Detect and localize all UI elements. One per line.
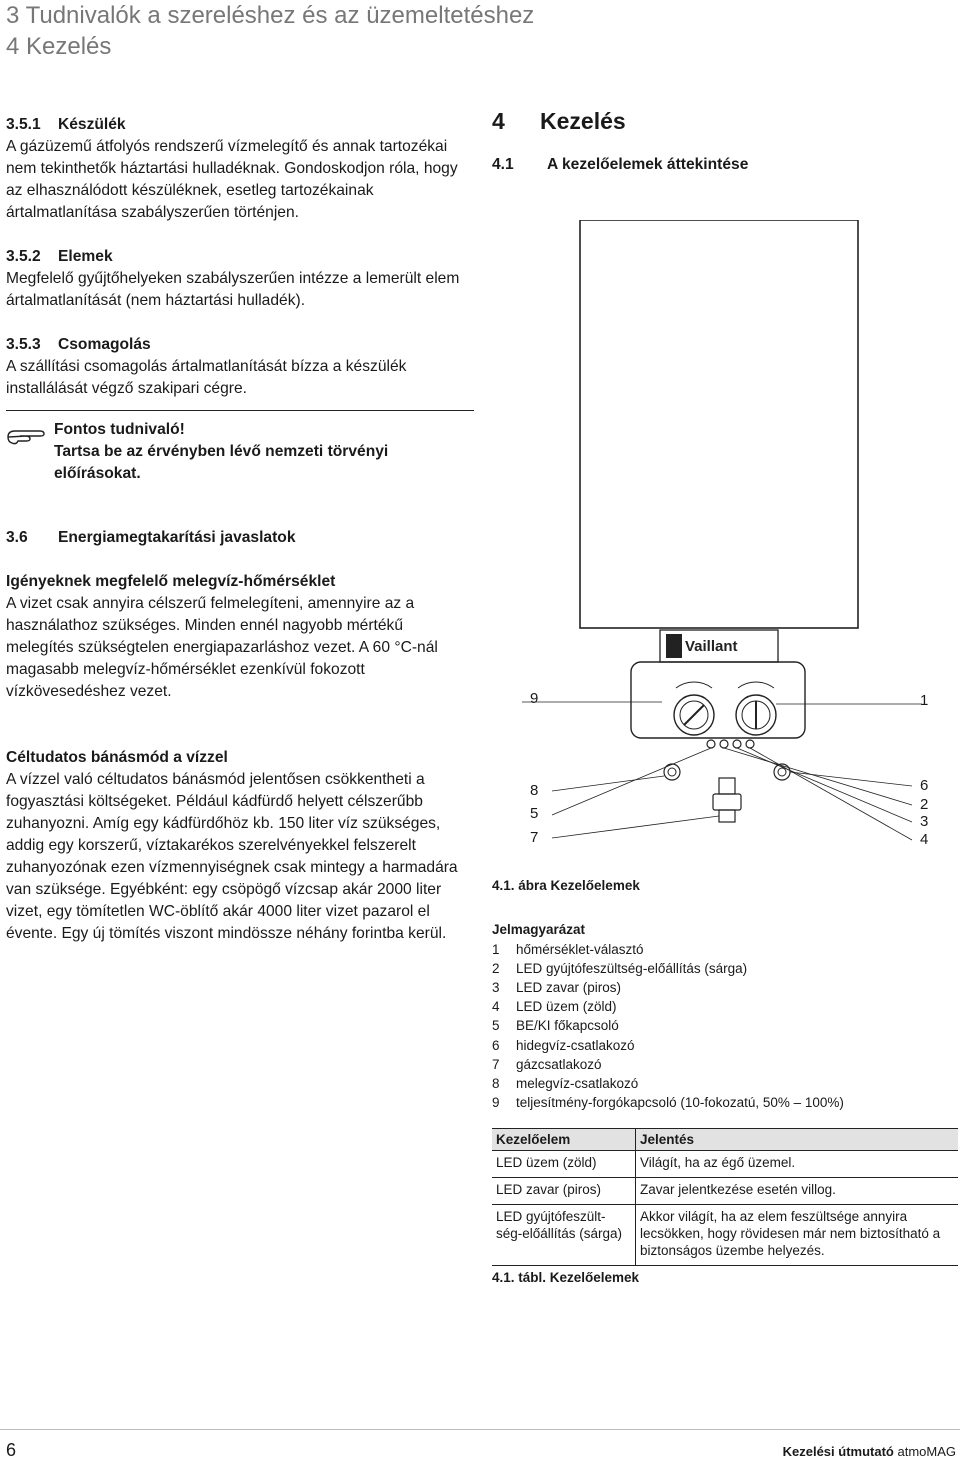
callout-line-2: [724, 748, 912, 805]
device-figure: [492, 220, 960, 860]
main-switch-button: [707, 740, 715, 748]
subsection-title: Céltudatos bánásmód a vízzel: [6, 749, 228, 766]
important-notice: [6, 410, 474, 485]
legend: [492, 920, 952, 1112]
callout-7: 7: [530, 829, 539, 846]
model-name: atmoMAG: [897, 1444, 956, 1459]
section-3-6: [6, 527, 474, 549]
section-3-5-1: [6, 114, 474, 224]
legend-item: 2 LED gyújtófeszültség-előállítás (sárga): [492, 961, 748, 977]
chapter-title: Kezelés: [540, 108, 626, 134]
chapter-number: 4: [492, 108, 505, 134]
table-cell: Akkor világít, ha az elem feszültsége annyira lecsökken, hogy rövidesen már nem biztosítható a biztonságos üzembe helyezés.: [636, 1205, 959, 1266]
section-title: Készülék: [58, 116, 126, 133]
table-cell: LED zavar (piros): [492, 1178, 636, 1205]
brand-text: Vaillant: [685, 638, 738, 655]
legend-item: 1 hőmérséklet-választó: [492, 942, 644, 958]
manual-title: Kezelési útmutató: [782, 1444, 894, 1459]
footer-divider: [0, 1429, 960, 1430]
subsection-hot-water: [6, 571, 474, 703]
table-cell: Zavar jelentkezése esetén villog.: [636, 1178, 959, 1205]
section-3-5-2: [6, 246, 474, 312]
legend-item: 6 hidegvíz-csatlakozó: [492, 1037, 635, 1053]
section-number: 3.5.3: [6, 336, 41, 353]
pointing-hand-icon: [6, 423, 46, 447]
subchapter-number: 4.1: [492, 156, 514, 173]
callout-6: 6: [920, 777, 929, 794]
subsection-water-use: [6, 747, 474, 945]
led-ignition: [720, 740, 728, 748]
callout-line-6: [790, 772, 912, 786]
section-number: 3.5.1: [6, 116, 41, 133]
callout-line-3: [737, 748, 912, 822]
section-body: A gázüzemű átfolyós rendszerű vízmelegítő és annak tartozékai nem tekinthetők háztartási hulladéknak. Gondoskodjon róla, hogy az elhasználódott készüléknek, esetleg tartozékainak ártalmatlanítása szabályszerűen történjen.: [6, 138, 458, 221]
table-row: [492, 1151, 958, 1178]
callout-2: 2: [920, 796, 929, 813]
callout-line-5: [552, 748, 711, 815]
section-number: 3.5.2: [6, 248, 41, 265]
section-title: Csomagolás: [58, 336, 151, 353]
subsection-body: A vízzel való céltudatos bánásmód jelentősen csökkentheti a fogyasztási költségeket. Például kádfürdő helyett célszerűbb zuhanyozni. Amíg egy kádfürdőhöz kb. 150 liter víz szükséges, addig egy korszerű, víztakarékos szerelvényekkel felszerelt zuhanyozónak ezen vízmennyiségnek csak mintegy a harmadára van szüksége. Egyébként: egy csöpögő vízcsap akár 2000 liter vizet, egy tömítetlen WC-öblítő akár 4000 liter vizet pazarol el évente. Egy új tömítés viszont mindössze néhány forintba kerül.: [6, 771, 458, 942]
device-casing: [580, 220, 858, 628]
section-body: Megfelelő gyűjtőhelyeken szabályszerűen intézze a lemerült elem ártalmatlanítását (nem háztartási hulladék).: [6, 270, 460, 309]
legend-item: 7 gázcsatlakozó: [492, 1056, 602, 1072]
callout-5: 5: [530, 805, 539, 822]
table-caption: 4.1. tábl. Kezelőelemek: [492, 1270, 640, 1285]
section-number: 3.6: [6, 529, 28, 546]
section-3-5-3: [6, 334, 474, 400]
table-row: [492, 1205, 958, 1266]
callout-3: 3: [920, 813, 929, 830]
table-cell: Világít, ha az égő üzemel.: [636, 1151, 959, 1178]
figure-caption: 4.1. ábra Kezelőelemek: [492, 878, 640, 893]
right-column-headings: [492, 106, 960, 174]
subsection-body: A vizet csak annyira célszerű felmelegíteni, amennyire az a használathoz szükséges. Minden ennél nagyobb mértékű melegítés szükségtelen energiapazarláshoz vezet. A 60 °C-nál magasabb melegvíz-hőmérséklet ezenkívül fokozott vízkövesedéshez vezet.: [6, 595, 438, 700]
chapter-heading: [492, 106, 960, 136]
subsection-title: Igényeknek megfelelő melegvíz-hőmérséklet: [6, 573, 336, 590]
section-title: Elemek: [58, 248, 113, 265]
table-header: Kezelőelem: [492, 1129, 636, 1151]
header-line-chapter3: 3 Tudnivalók a szereléshez és az üzemeltetéshez: [6, 2, 535, 29]
table-cell: LED üzem (zöld): [492, 1151, 636, 1178]
subchapter-title: A kezelőelemek áttekintése: [547, 156, 749, 173]
header-line-chapter4: 4 Kezelés: [6, 33, 112, 60]
controls-table: [492, 1128, 958, 1266]
footer-title: [783, 1444, 956, 1459]
callout-4: 4: [920, 831, 929, 848]
control-panel: [631, 662, 805, 738]
legend-title: Jelmagyarázat: [492, 922, 586, 937]
callout-9: 9: [530, 690, 539, 707]
callout-line-7: [552, 816, 719, 838]
vaillant-logo-icon: [666, 634, 682, 658]
callout-line-8: [552, 776, 664, 791]
led-fault: [733, 740, 741, 748]
left-column: [6, 114, 474, 945]
device-drawing: [492, 220, 960, 860]
legend-item: 4 LED üzem (zöld): [492, 999, 617, 1015]
table-row: [492, 1178, 958, 1205]
led-operation: [746, 740, 754, 748]
callout-8: 8: [530, 782, 539, 799]
notice-title: Fontos tudnivaló!: [54, 421, 185, 438]
gas-connector: [719, 778, 735, 794]
legend-item: 8 melegvíz-csatlakozó: [492, 1075, 639, 1091]
running-header: [6, 0, 534, 62]
subchapter-heading: [492, 156, 960, 174]
table-header-row: [492, 1129, 958, 1151]
legend-item: 9 teljesítmény-forgókapcsoló (10-fokozatú, 50% – 100%): [492, 1094, 844, 1110]
table-header: Jelentés: [636, 1129, 959, 1151]
notice-body: Tartsa be az érvényben lévő nemzeti törvényi előírásokat.: [54, 443, 389, 482]
section-body: A szállítási csomagolás ártalmatlanítását bízza a készülék installálását végző szakipari cégre.: [6, 358, 407, 397]
legend-item: 3 LED zavar (piros): [492, 980, 622, 996]
page-number: 6: [6, 1440, 17, 1460]
callout-1: 1: [920, 692, 929, 709]
section-title: Energiamegtakarítási javaslatok: [58, 529, 296, 546]
legend-item: 5 BE/KI főkapcsoló: [492, 1018, 619, 1034]
table-cell: LED gyújtófeszült-ség-előállítás (sárga): [492, 1205, 636, 1266]
callout-line-4: [750, 748, 912, 840]
